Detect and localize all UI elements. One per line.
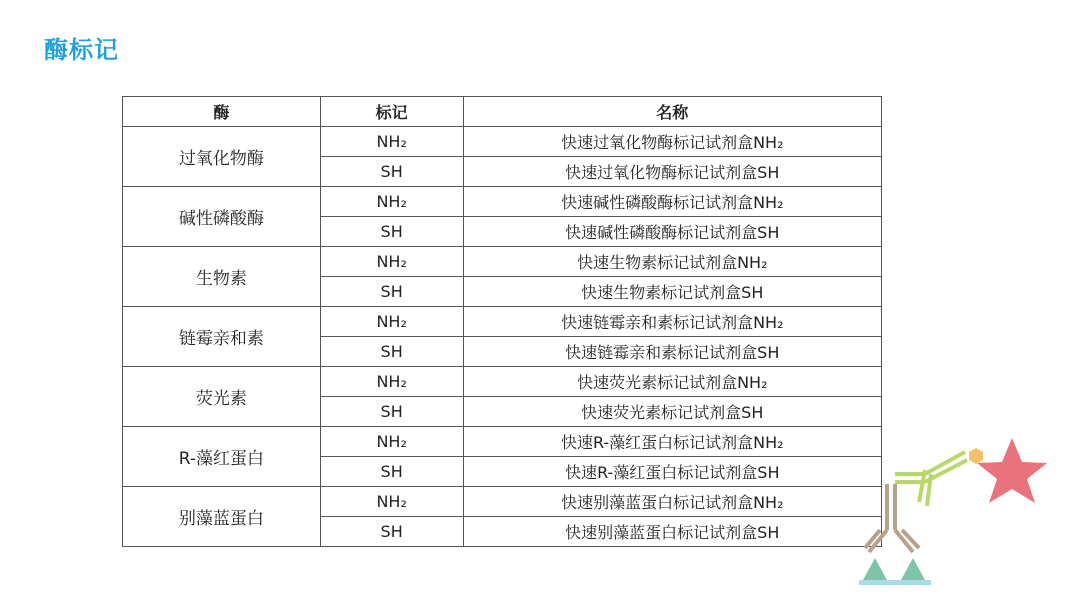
enzyme-cell: R-藻红蛋白 (123, 427, 321, 487)
label-cell: SH (320, 457, 463, 487)
kit-name-cell: 快速R-藻红蛋白标记试剂盒SH (463, 457, 881, 487)
kit-name-cell: 快速过氧化物酶标记试剂盒SH (463, 157, 881, 187)
kit-name-cell: 快速碱性磷酸酶标记试剂盒NH₂ (463, 187, 881, 217)
triangle-right (901, 558, 925, 580)
label-cell: NH₂ (320, 127, 463, 157)
table-header-row (123, 97, 882, 127)
enzyme-cell: 生物素 (123, 247, 321, 307)
header-enzyme: 酶 (123, 97, 321, 127)
enzyme-cell: 链霉亲和素 (123, 307, 321, 367)
kit-name-cell: 快速生物素标记试剂盒SH (463, 277, 881, 307)
table-row (123, 127, 882, 157)
label-cell: NH₂ (320, 307, 463, 337)
antibody-brown (865, 484, 919, 552)
kit-name-cell: 快速过氧化物酶标记试剂盒NH₂ (463, 127, 881, 157)
base-bar (859, 580, 931, 585)
kit-name-cell: 快速别藻蓝蛋白标记试剂盒SH (463, 517, 881, 547)
page-title: 酶标记 (44, 36, 119, 64)
hexagon (969, 448, 983, 464)
enzyme-cell: 碱性磷酸酶 (123, 187, 321, 247)
table-row (123, 187, 882, 217)
kit-name-cell: 快速生物素标记试剂盒NH₂ (463, 247, 881, 277)
kit-name-cell: 快速荧光素标记试剂盒SH (463, 397, 881, 427)
label-cell: SH (320, 277, 463, 307)
table-row (123, 367, 882, 397)
star (977, 438, 1047, 503)
label-cell: NH₂ (320, 247, 463, 277)
table-row (123, 487, 882, 517)
label-cell: NH₂ (320, 187, 463, 217)
table-row (123, 307, 882, 337)
kit-name-cell: 快速链霉亲和素标记试剂盒SH (463, 337, 881, 367)
enzyme-cell: 别藻蓝蛋白 (123, 487, 321, 547)
label-cell: SH (320, 517, 463, 547)
antibody-green (895, 452, 967, 506)
label-cell: SH (320, 157, 463, 187)
enzyme-cell: 荧光素 (123, 367, 321, 427)
label-cell: NH₂ (320, 427, 463, 457)
table-row (123, 247, 882, 277)
label-cell: NH₂ (320, 487, 463, 517)
table-row (123, 427, 882, 457)
header-label: 标记 (320, 97, 463, 127)
label-cell: SH (320, 397, 463, 427)
header-name: 名称 (463, 97, 881, 127)
triangle-left (863, 558, 887, 580)
kit-name-cell: 快速R-藻红蛋白标记试剂盒NH₂ (463, 427, 881, 457)
kit-name-cell: 快速荧光素标记试剂盒NH₂ (463, 367, 881, 397)
enzyme-cell: 过氧化物酶 (123, 127, 321, 187)
enzyme-label-table (122, 96, 882, 547)
antibody-star-icon (855, 430, 1055, 590)
label-cell: SH (320, 337, 463, 367)
kit-name-cell: 快速链霉亲和素标记试剂盒NH₂ (463, 307, 881, 337)
kit-name-cell: 快速别藻蓝蛋白标记试剂盒NH₂ (463, 487, 881, 517)
kit-name-cell: 快速碱性磷酸酶标记试剂盒SH (463, 217, 881, 247)
label-cell: NH₂ (320, 367, 463, 397)
label-cell: SH (320, 217, 463, 247)
